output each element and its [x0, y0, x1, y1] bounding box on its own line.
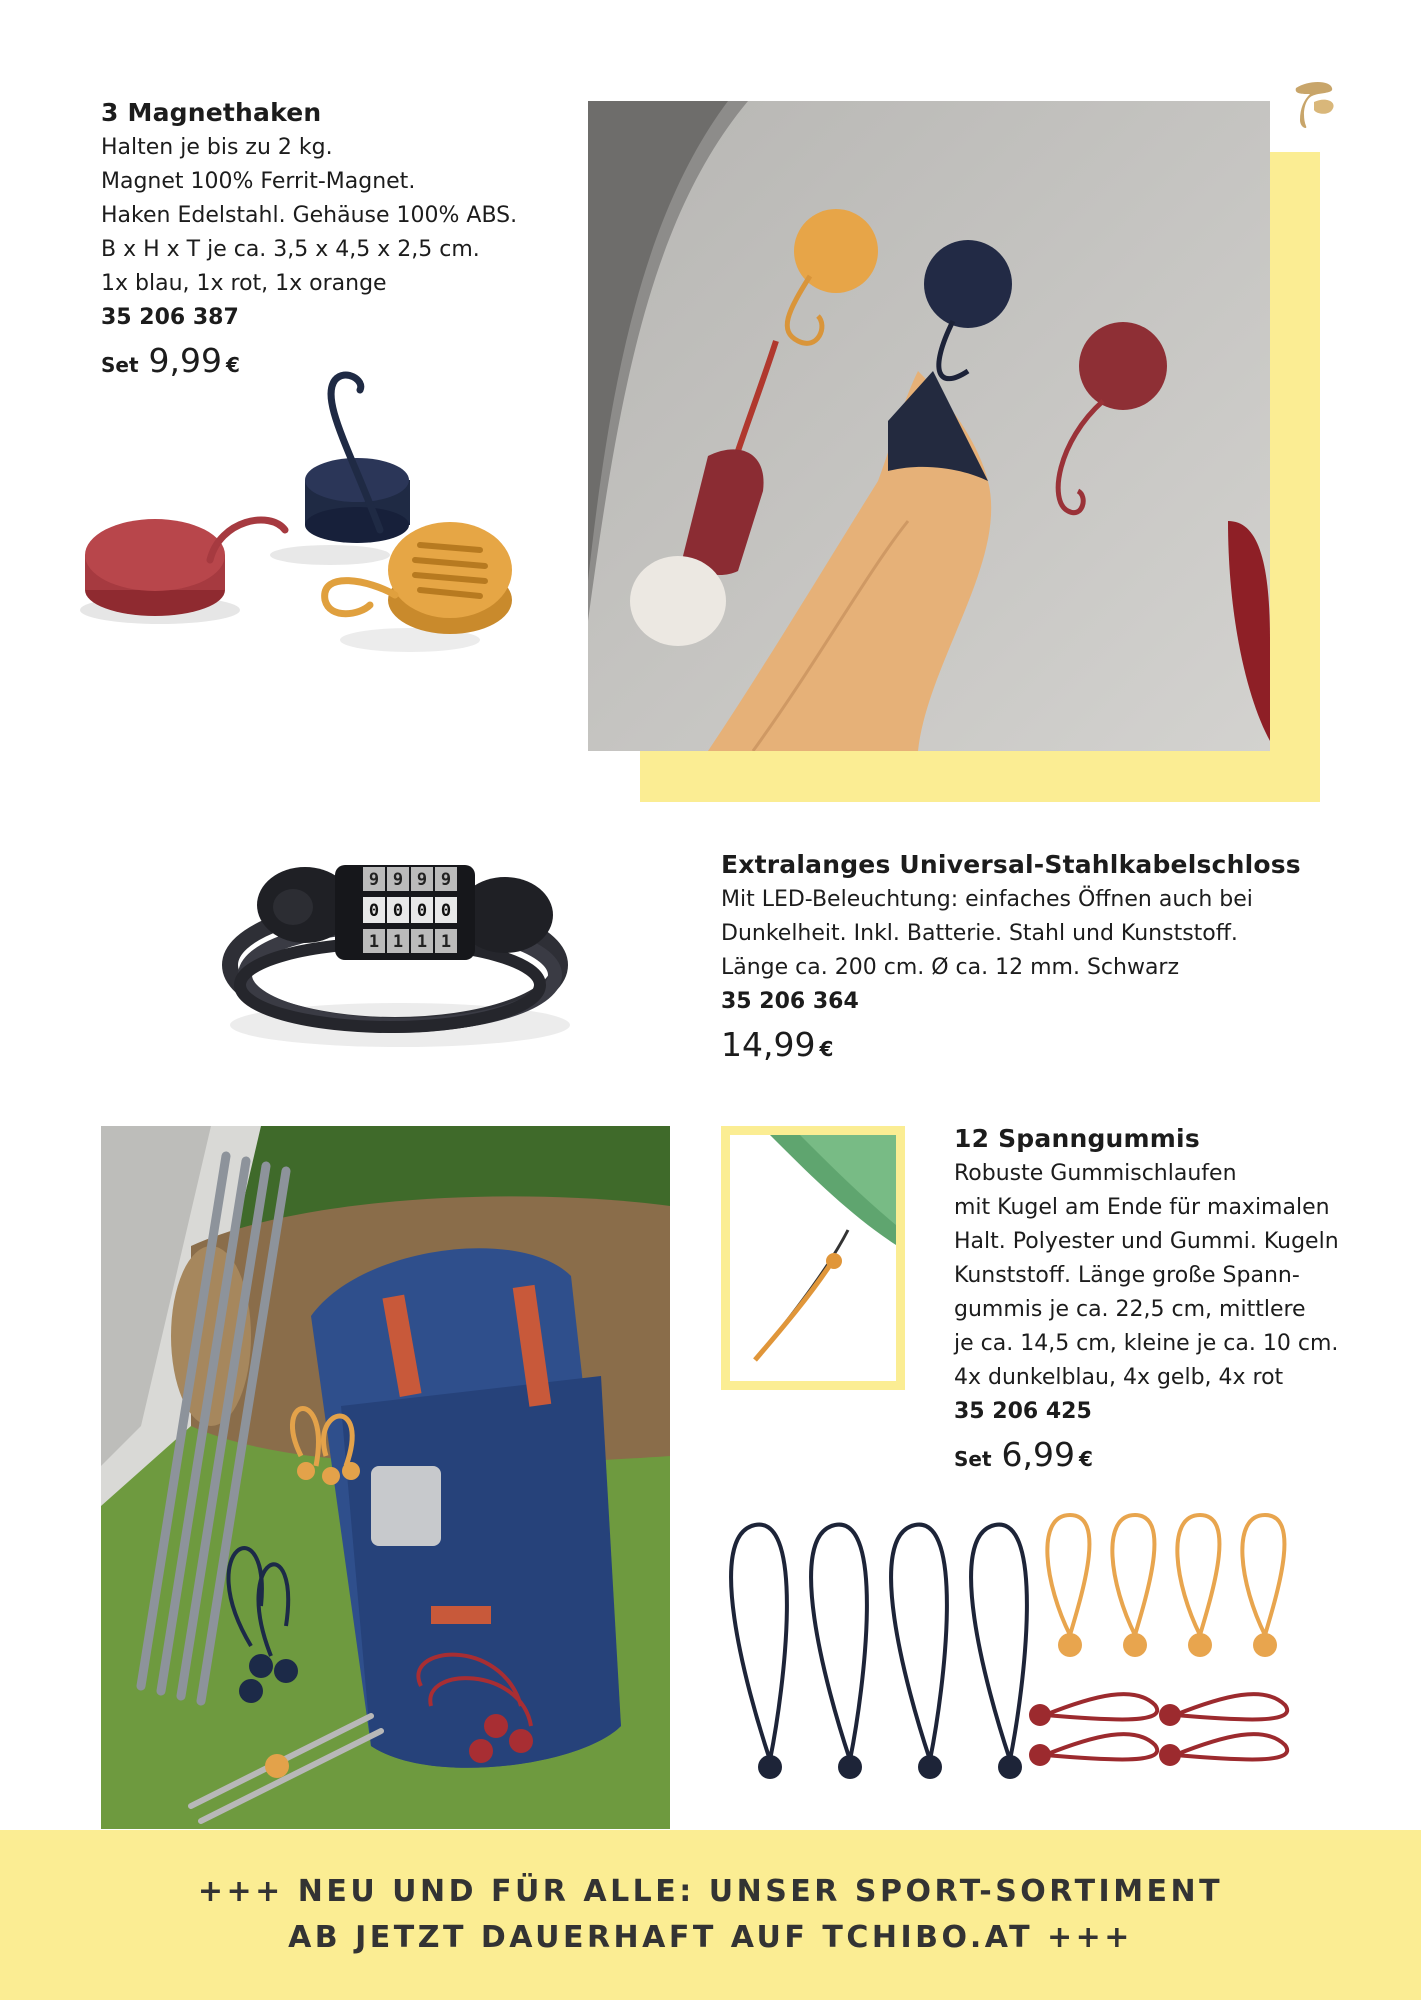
- tchibo-logo-icon: [1282, 72, 1346, 136]
- product-desc-line: Dunkelheit. Inkl. Batterie. Stahl und Kunststoff.: [721, 921, 1238, 946]
- product-desc-line: Mit LED-Beleuchtung: einfaches Öffnen auch bei: [721, 887, 1253, 912]
- lock-digit: 9: [416, 870, 428, 890]
- product-desc-line: Haken Edelstahl. Gehäuse 100% ABS.: [101, 203, 518, 228]
- lock-digit: 9: [368, 870, 380, 890]
- price-prefix: Set: [101, 353, 139, 377]
- product-cable-lock: [721, 850, 1341, 1064]
- product-desc-line: gummis je ca. 22,5 cm, mittlere: [954, 1297, 1306, 1322]
- product-desc-line: mit Kugel am Ende für maximalen: [954, 1195, 1330, 1220]
- price-row: [954, 1435, 1354, 1474]
- product-desc-line: 4x dunkelblau, 4x gelb, 4x rot: [954, 1365, 1284, 1390]
- product-title: Extralanges Universal-Stahlkabelschloss: [721, 850, 1301, 879]
- price-row: [721, 1025, 1341, 1064]
- bungee-cords-product-image: [715, 1505, 1295, 1795]
- cable-lock-product-image: [215, 825, 585, 1055]
- price-value: 9,99: [148, 341, 223, 380]
- product-desc-line: B x H x T je ca. 3,5 x 4,5 x 2,5 cm.: [101, 237, 480, 262]
- price-value: 6,99: [1001, 1435, 1076, 1474]
- price-value-wrap: [721, 1025, 833, 1064]
- lock-digit: 1: [416, 932, 428, 952]
- currency: €: [226, 353, 240, 377]
- product-desc-line: Halt. Polyester und Gummi. Kugeln: [954, 1229, 1339, 1254]
- article-number: 35 206 387: [101, 305, 239, 330]
- product-desc-line: 1x blau, 1x rot, 1x orange: [101, 271, 387, 296]
- article-number: 35 206 364: [721, 989, 859, 1014]
- lock-digit: 0: [416, 901, 428, 921]
- banner-line: AB JETZT DAUERHAFT AUF TCHIBO.AT +++: [288, 1920, 1133, 1955]
- product-desc-line: Magnet 100% Ferrit-Magnet.: [101, 169, 416, 194]
- lock-digit: 0: [440, 901, 452, 921]
- product-spanngummis: [954, 1124, 1354, 1474]
- lock-digit: 9: [440, 870, 452, 890]
- product-desc-line: Robuste Gummischlaufen: [954, 1161, 1237, 1186]
- product-title: 3 Magnethaken: [101, 98, 322, 127]
- product-magnethaken: [101, 98, 561, 380]
- lock-digit: 1: [368, 932, 380, 952]
- lock-digit: 1: [440, 932, 452, 952]
- lock-digit: 9: [392, 870, 404, 890]
- price-value: 14,99: [721, 1025, 816, 1064]
- promo-banner: [0, 1830, 1421, 2000]
- product-desc-line: je ca. 14,5 cm, kleine je ca. 10 cm.: [954, 1331, 1339, 1356]
- product-desc-line: Halten je bis zu 2 kg.: [101, 135, 333, 160]
- lock-digit: 0: [368, 901, 380, 921]
- lock-digit: 0: [392, 901, 404, 921]
- magnet-hooks-car-photo: [588, 101, 1270, 751]
- bungee-tent-detail-photo: [721, 1126, 905, 1390]
- price-prefix: Set: [954, 1447, 992, 1471]
- product-desc-line: Länge ca. 200 cm. Ø ca. 12 mm. Schwarz: [721, 955, 1180, 980]
- lock-digit: 1: [392, 932, 404, 952]
- currency: €: [1079, 1447, 1093, 1471]
- article-number: 35 206 425: [954, 1399, 1092, 1424]
- product-desc-line: Kunststoff. Länge große Spann-: [954, 1263, 1300, 1288]
- camping-backpack-photo: [101, 1126, 670, 1829]
- banner-line: +++ NEU UND FÜR ALLE: UNSER SPORT-SORTIMENT: [197, 1874, 1224, 1909]
- price-value-wrap: [1002, 1435, 1093, 1474]
- magnet-hooks-product-image: [70, 370, 540, 660]
- product-title: 12 Spanngummis: [954, 1124, 1200, 1153]
- currency: €: [819, 1037, 834, 1061]
